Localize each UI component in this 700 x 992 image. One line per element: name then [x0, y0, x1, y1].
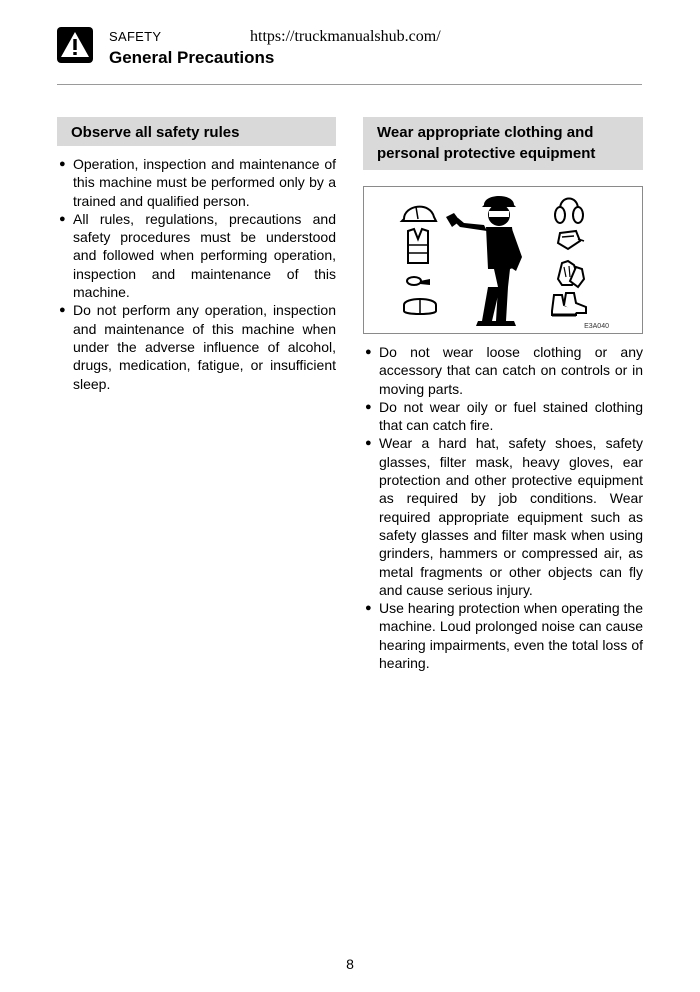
ppe-illustration — [363, 186, 643, 334]
left-column — [57, 117, 336, 393]
list-item: ● Use hearing protection when operating the machine. Loud prolonged noise can cause hearing impairments, even the total loss of hearing. — [363, 599, 643, 672]
ear-muffs-icon — [555, 199, 583, 224]
list-item: ● All rules, regulations, precautions and safety procedures must be understood and followed when performing operation, inspection and maintenance of this machine. — [57, 210, 336, 301]
header-divider — [57, 84, 642, 85]
list-item: ● Do not perform any operation, inspection and maintenance of this machine when under the adverse influence of alcohol, drugs, medication, fatigue, or insufficient sleep. — [57, 301, 336, 392]
list-item: ● Do not wear loose clothing or any accessory that can catch on controls or in moving parts. — [363, 343, 643, 398]
list-item: ● Operation, inspection and maintenance of this machine must be performed only by a trained and qualified person. — [57, 155, 336, 210]
safety-rules-list — [57, 155, 336, 393]
worker-figure-icon — [446, 196, 522, 326]
earplug-icon — [407, 277, 430, 285]
figure-code: E3A040 — [584, 323, 609, 330]
safety-rules-heading: Observe all safety rules — [57, 117, 336, 146]
goggles-icon — [404, 299, 436, 314]
hard-hat-icon — [402, 207, 436, 221]
right-column — [363, 117, 643, 672]
filter-mask-icon — [558, 231, 584, 249]
ppe-list — [363, 343, 643, 672]
protective-equipment-figure — [364, 187, 642, 333]
warning-icon — [57, 27, 93, 63]
page-title: General Precautions — [109, 48, 275, 67]
gloves-icon — [558, 261, 584, 287]
section-label: SAFETY — [109, 29, 162, 44]
source-url: https://truckmanualshub.com/ — [250, 28, 441, 45]
list-item: ● Wear a hard hat, safety shoes, safety glasses, filter mask, heavy gloves, ear protection and other protective equipment as required by job conditions. Wear required appropriate equipment such as safety glasses and filter mask when using grinders, hammers or compressed air, as metal fragments or other objects can fly and cause serious injury. — [363, 434, 643, 599]
list-item: ● Do not wear oily or fuel stained clothing that can catch fire. — [363, 398, 643, 435]
safety-shoes-icon — [552, 293, 586, 315]
ppe-heading: Wear appropriate clothing and personal protective equipment — [363, 117, 643, 170]
page-number: 8 — [346, 956, 354, 972]
safety-vest-icon — [408, 229, 428, 263]
